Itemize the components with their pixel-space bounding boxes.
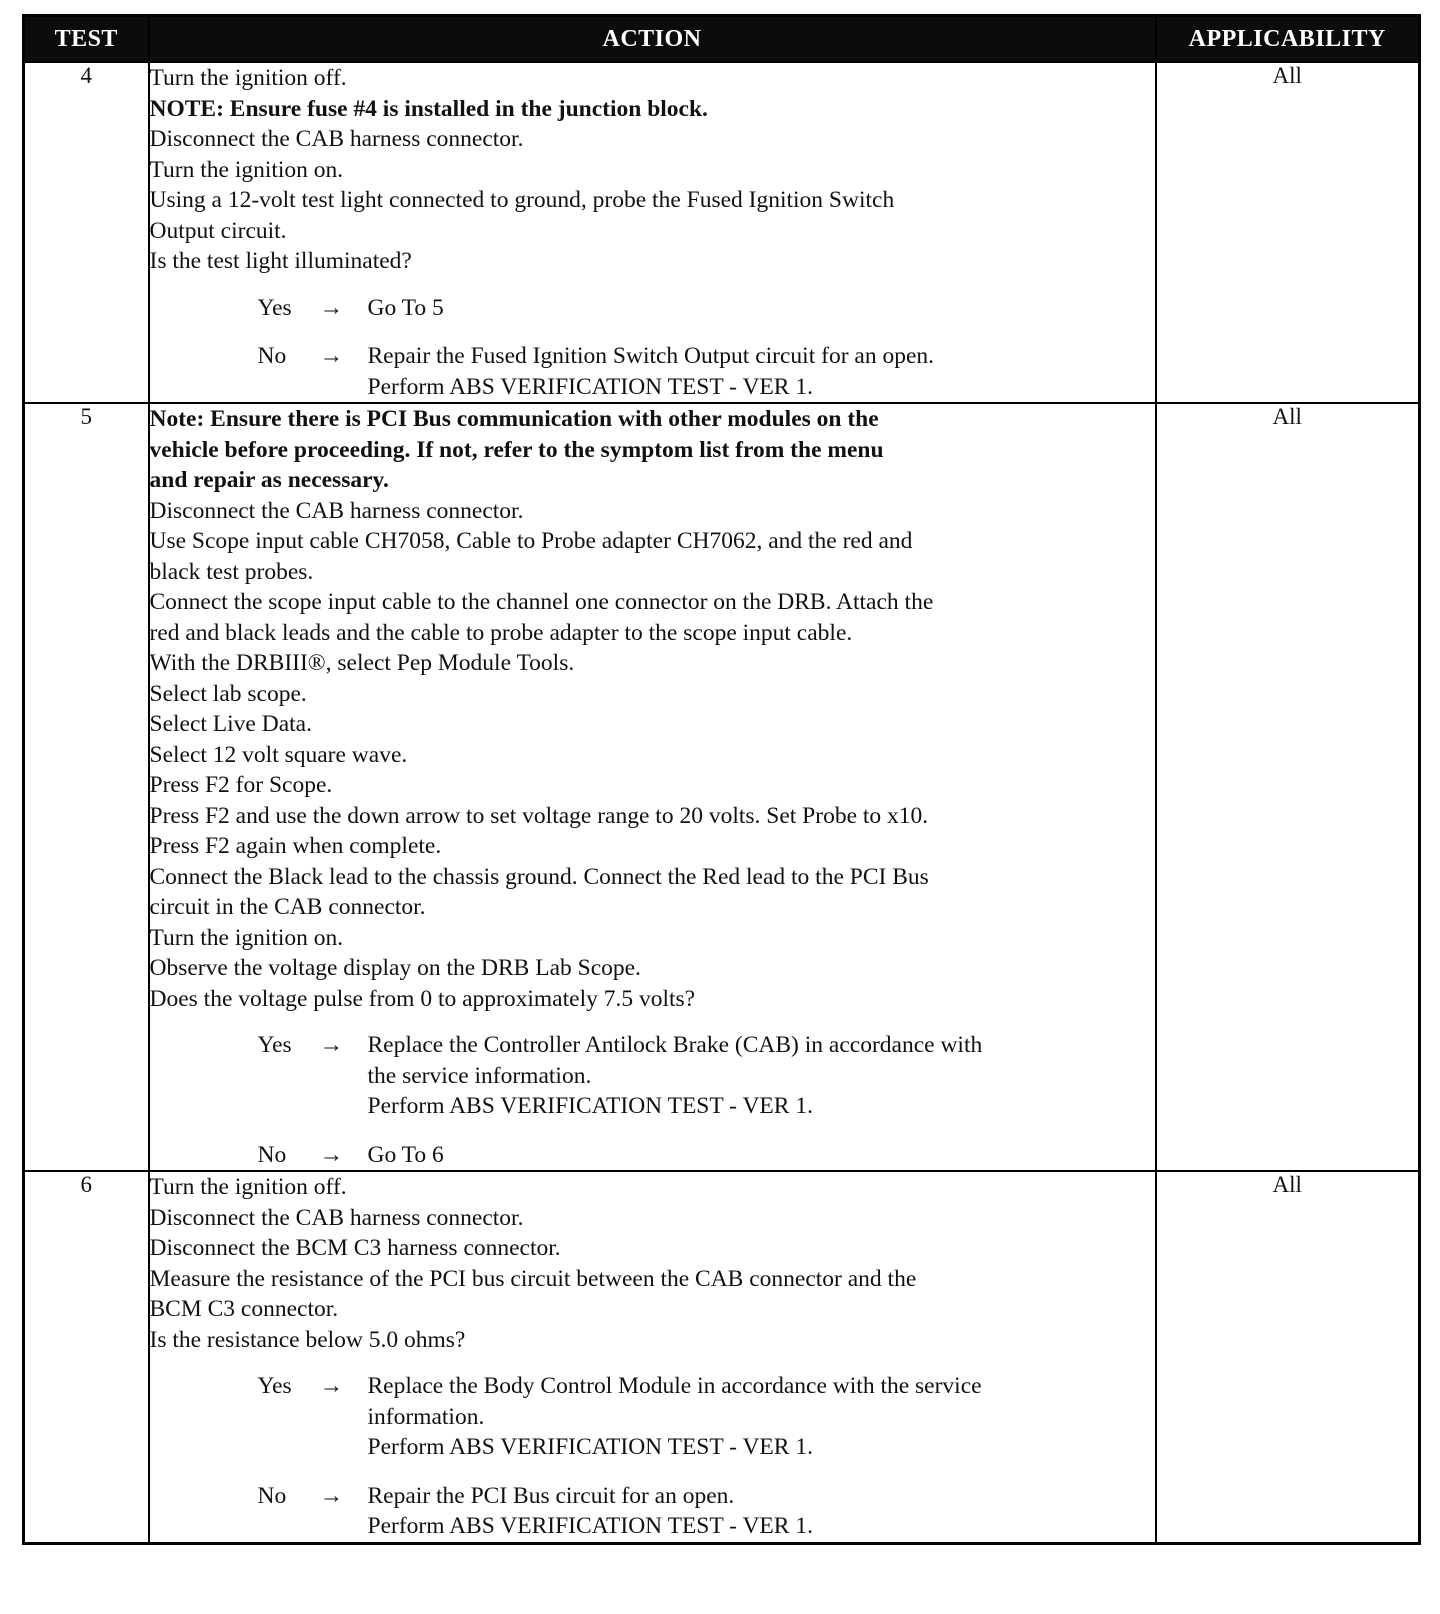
step-line: Turn the ignition on. [149, 924, 344, 951]
table-row [24, 1171, 1420, 1543]
answer-label: Yes [257, 1373, 292, 1399]
answer-yes [150, 293, 1155, 324]
step-line: BCM C3 connector. [149, 1296, 339, 1322]
result-line: the service information. [367, 1062, 592, 1089]
answer-label: Yes [257, 294, 292, 321]
answer-result [368, 1481, 1155, 1542]
step-line: Is the resistance below 5.0 ohms? [149, 1326, 466, 1353]
document-page [22, 14, 1418, 1545]
step-line: circuit in the CAB connector. [149, 894, 426, 920]
step-line: Use Scope input cable CH7058, Cable to Probe adapter CH7062, and the red and [149, 528, 913, 554]
diagnostic-test-table [22, 14, 1421, 1545]
right-arrow-icon: → [319, 1141, 343, 1168]
result-line: Replace the Controller Antilock Brake (CAB) in accordance with [367, 1032, 983, 1058]
step-line: Connect the scope input cable to the channel one connector on the DRB. Attach the [149, 589, 934, 615]
applicability-cell: All [1156, 1171, 1420, 1543]
answer-yes [150, 1371, 1155, 1463]
step-line: Press F2 again when complete. [149, 833, 442, 859]
table-row [24, 62, 1420, 403]
table-row [24, 403, 1420, 1171]
step-line: Turn the ignition off. [149, 65, 347, 91]
step-line: Select 12 volt square wave. [149, 741, 408, 768]
right-arrow-icon: → [319, 1482, 343, 1509]
answer-result [368, 1371, 1155, 1463]
step-line: Using a 12-volt test light connected to ground, probe the Fused Ignition Switch [149, 187, 895, 213]
note-line: NOTE: Ensure fuse #4 is installed in the junction block. [149, 95, 708, 122]
step-line: Turn the ignition on. [149, 156, 344, 183]
step-line: With the DRBIII®, select Pep Module Tools. [149, 650, 575, 676]
header-action: ACTION [149, 16, 1156, 63]
step-line: red and black leads and the cable to probe adapter to the scope input cable. [149, 619, 853, 646]
answer-no [150, 1481, 1155, 1542]
applicability-cell: All [1156, 403, 1420, 1171]
right-arrow-icon: → [319, 343, 343, 369]
right-arrow-icon: → [319, 1373, 343, 1399]
applicability-cell: All [1156, 62, 1420, 403]
step-line: Output circuit. [149, 217, 287, 244]
test-number: 6 [24, 1171, 149, 1543]
answer-label: No [257, 1482, 287, 1509]
test-number: 4 [24, 62, 149, 403]
action-cell [149, 62, 1156, 403]
answer-result [368, 1140, 1155, 1171]
step-line: Connect the Black lead to the chassis ground. Connect the Red lead to the PCI Bus [149, 863, 929, 890]
result-line: Perform ABS VERIFICATION TEST - VER 1. [367, 1093, 813, 1119]
step-line: black test probes. [149, 558, 314, 585]
result-line: Repair the PCI Bus circuit for an open. [367, 1482, 735, 1509]
right-arrow-icon: → [319, 1032, 343, 1058]
right-arrow-icon: → [319, 294, 343, 321]
step-line: Measure the resistance of the PCI bus circuit between the CAB connector and the [149, 1265, 917, 1292]
answer-list [150, 293, 1155, 403]
action-cell [149, 1171, 1156, 1543]
answer-label: No [257, 343, 287, 369]
result-line: Replace the Body Control Module in accordance with the service [367, 1373, 982, 1399]
result-line: Go To 5 [367, 294, 444, 321]
note-line: Note: Ensure there is PCI Bus communication with other modules on the [149, 406, 879, 432]
result-line: Perform ABS VERIFICATION TEST - VER 1. [367, 373, 813, 400]
answer-list [150, 1030, 1155, 1170]
step-line: Select lab scope. [149, 680, 307, 707]
answer-result [368, 1030, 1155, 1122]
step-line: Disconnect the BCM C3 harness connector. [149, 1235, 561, 1261]
answer-no [150, 341, 1155, 402]
step-line: Select Live Data. [149, 711, 312, 737]
answer-no [150, 1140, 1155, 1171]
answer-result [368, 293, 1155, 324]
answer-yes [150, 1030, 1155, 1122]
step-line: Does the voltage pulse from 0 to approximately 7.5 volts? [149, 985, 696, 1012]
result-line: Perform ABS VERIFICATION TEST - VER 1. [367, 1513, 813, 1539]
header-test: TEST [24, 16, 149, 63]
test-number: 5 [24, 403, 149, 1171]
answer-label: No [257, 1141, 287, 1168]
step-line: Turn the ignition off. [149, 1174, 347, 1200]
result-line: Repair the Fused Ignition Switch Output circuit for an open. [367, 343, 935, 369]
result-line: Go To 6 [367, 1141, 444, 1168]
header-applicability: APPLICABILITY [1156, 16, 1420, 63]
note-line: vehicle before proceeding. If not, refer to the symptom list from the menu [149, 436, 884, 463]
result-line: Perform ABS VERIFICATION TEST - VER 1. [367, 1434, 813, 1460]
step-line: Observe the voltage display on the DRB Lab Scope. [149, 955, 641, 981]
table-body [24, 62, 1420, 1543]
table-header-row [24, 16, 1420, 63]
step-line: Press F2 and use the down arrow to set voltage range to 20 volts. Set Probe to x10. [149, 802, 929, 829]
step-line: Press F2 for Scope. [149, 772, 333, 798]
step-line: Disconnect the CAB harness connector. [149, 497, 524, 524]
result-line: information. [367, 1403, 485, 1430]
answer-label: Yes [257, 1032, 292, 1058]
action-cell [149, 403, 1156, 1171]
answer-list [150, 1371, 1155, 1542]
step-line: Disconnect the CAB harness connector. [149, 126, 524, 152]
step-line: Is the test light illuminated? [149, 248, 412, 274]
step-line: Disconnect the CAB harness connector. [149, 1204, 524, 1231]
answer-result [368, 341, 1155, 402]
note-line: and repair as necessary. [149, 467, 389, 493]
